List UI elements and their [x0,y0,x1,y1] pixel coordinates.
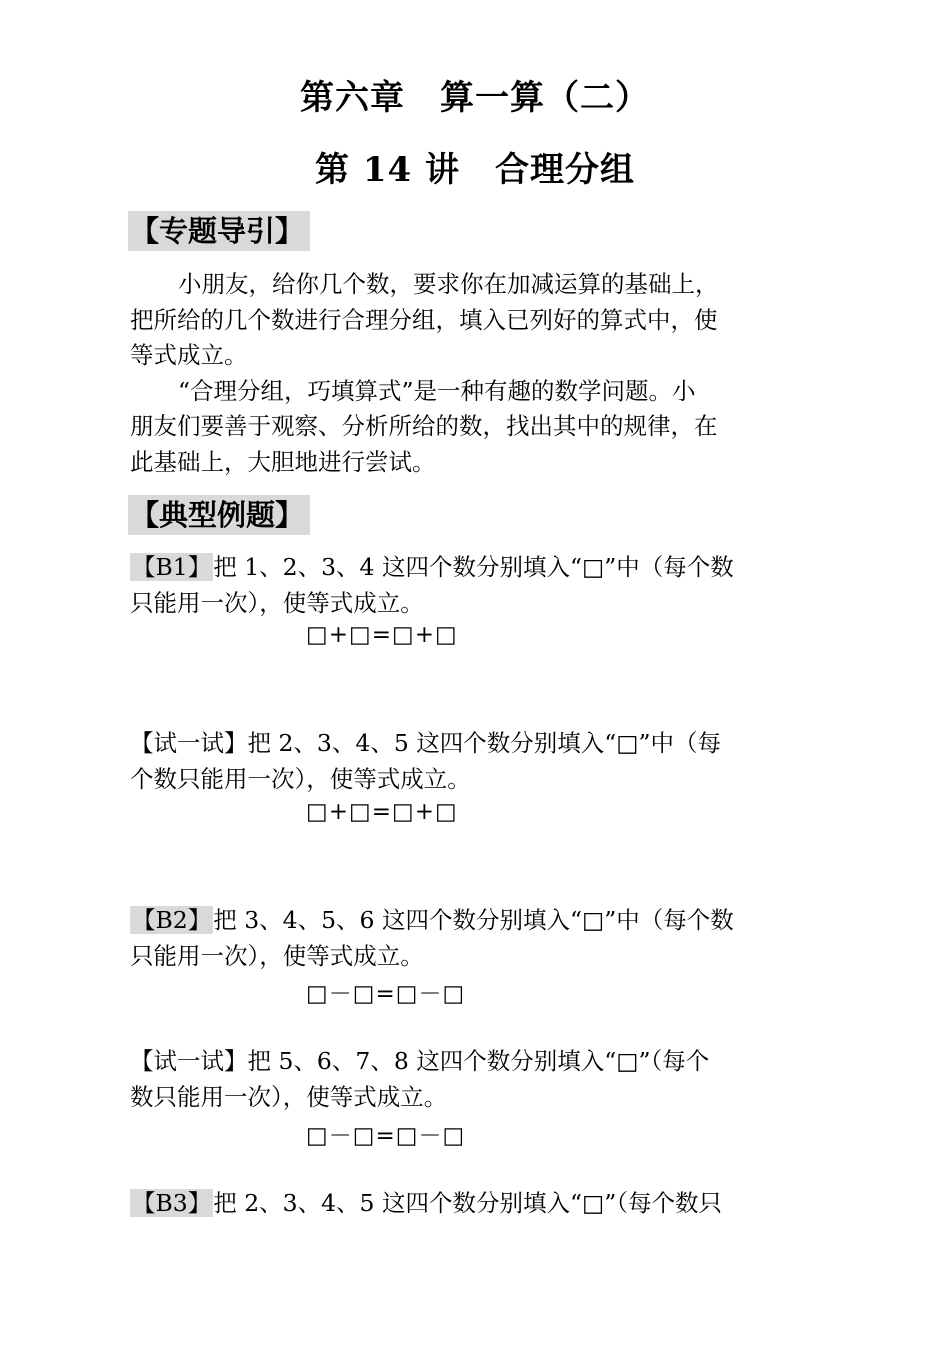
try-two-line1: 把 5、6、7、8 这四个数分别填入“□”（每个 [247,1047,710,1075]
example-b1-line1: 把 1、2、3、4 这四个数分别填入“□”中（每个数 [213,553,734,581]
intro-p1-line3: 等式成立。 [130,341,248,369]
try-one-line2: 个数只能用一次），使等式成立。 [130,764,471,793]
chapter-title: 第六章 算一算（二） [300,78,650,118]
example-b2-equation: □－□=□－□ [306,981,466,1007]
intro-p2-line3: 此基础上，大胆地进行尝试。 [130,447,436,476]
example-b2-line1: 把 3、4、5、6 这四个数分别填入“□”中（每个数 [213,906,734,934]
example-b2 [130,903,820,974]
lesson-title: 第 14 讲 合理分组 [315,150,635,190]
example-b1-line2: 只能用一次），使等式成立。 [130,588,424,617]
intro-p2-line1: “合理分组，巧填算式”是一种有趣的数学问题。小 [178,376,696,405]
intro-p1-line2: 把所给的几个数进行合理分组，填入已列好的算式中，使 [130,305,718,334]
try-one-tag: 【试一试】 [130,729,248,757]
try-one [130,726,820,797]
example-b1-equation: □+□=□+□ [306,622,458,648]
try-one-line1: 把 2、3、4、5 这四个数分别填入“□”中（每 [247,729,721,757]
try-two-tag: 【试一试】 [130,1047,248,1075]
example-b2-line2: 只能用一次），使等式成立。 [130,941,424,970]
try-one-equation: □+□=□+□ [306,799,458,825]
try-two-line2: 数只能用一次），使等式成立。 [130,1082,448,1111]
intro-text [130,267,820,480]
example-b2-tag: 【B2】 [132,906,212,934]
intro-p1-line1: 小朋友，给你几个数，要求你在加减运算的基础上， [178,270,719,298]
intro-p2-line2: 朋友们要善于观察、分析所给的数，找出其中的规律，在 [130,412,718,440]
try-two [130,1044,820,1115]
example-b1-tag: 【B1】 [132,553,212,581]
try-two-equation: □－□=□－□ [306,1123,466,1149]
example-b3-line1: 把 2、3、4、5 这四个数分别填入“□”（每个数只 [213,1189,722,1217]
example-b3 [130,1186,820,1222]
example-b1 [130,550,820,621]
examples-heading: 【典型例题】 [128,495,310,535]
example-b3-tag: 【B3】 [132,1189,212,1217]
intro-heading: 【专题导引】 [128,211,310,251]
